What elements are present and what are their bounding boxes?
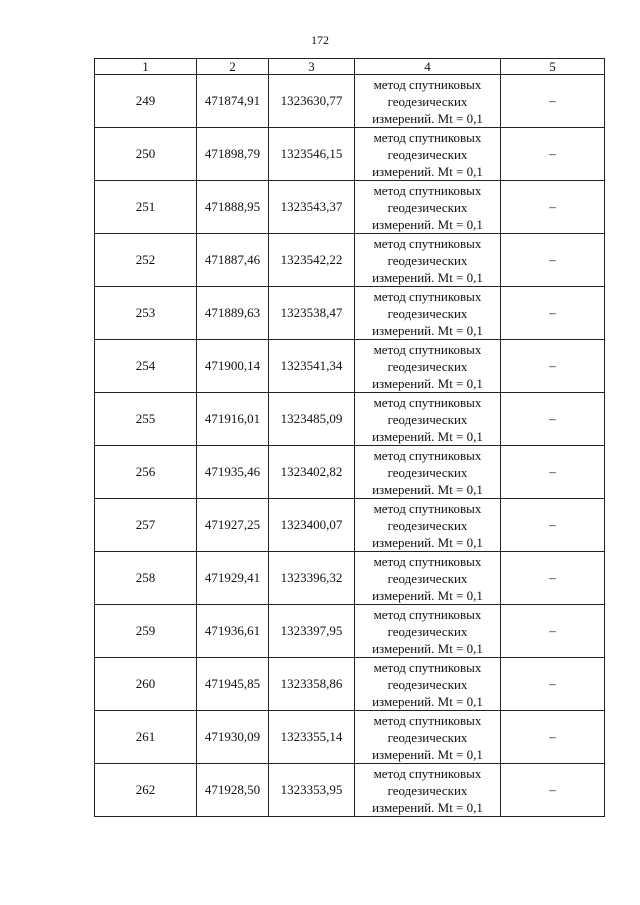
method-line: геодезических — [387, 570, 468, 586]
x-coordinate-cell: 471889,63 — [197, 287, 269, 340]
y-coordinate-cell: 1323630,77 — [269, 75, 355, 128]
y-coordinate-cell: 1323397,95 — [269, 605, 355, 658]
note-cell: – — [501, 499, 605, 552]
point-number-cell: 249 — [95, 75, 197, 128]
method-line: геодезических — [387, 199, 468, 215]
method-line: измерений. Mt = 0,1 — [372, 746, 483, 762]
x-coordinate-cell: 471874,91 — [197, 75, 269, 128]
x-coordinate-cell: 471928,50 — [197, 764, 269, 817]
y-coordinate-cell: 1323353,95 — [269, 764, 355, 817]
coordinates-table — [94, 58, 605, 817]
y-coordinate-cell: 1323543,37 — [269, 181, 355, 234]
method-line: метод спутниковых — [373, 553, 482, 569]
method-line: геодезических — [387, 676, 468, 692]
point-number-cell: 260 — [95, 658, 197, 711]
method-cell — [355, 181, 501, 234]
method-line: измерений. Mt = 0,1 — [372, 693, 483, 709]
point-number-cell: 261 — [95, 711, 197, 764]
note-cell: – — [501, 340, 605, 393]
point-number-cell: 253 — [95, 287, 197, 340]
method-line: геодезических — [387, 93, 468, 109]
method-line: метод спутниковых — [373, 765, 482, 781]
method-line: метод спутниковых — [373, 76, 482, 92]
method-line: метод спутниковых — [373, 182, 482, 198]
note-cell: – — [501, 287, 605, 340]
table-row — [95, 287, 605, 340]
table-row — [95, 711, 605, 764]
page-number: 172 — [311, 33, 329, 47]
method-cell — [355, 446, 501, 499]
method-line: геодезических — [387, 252, 468, 268]
note-cell: – — [501, 552, 605, 605]
table-row — [95, 446, 605, 499]
header-row — [95, 59, 605, 75]
point-number-cell: 250 — [95, 128, 197, 181]
x-coordinate-cell: 471898,79 — [197, 128, 269, 181]
x-coordinate-cell: 471945,85 — [197, 658, 269, 711]
table-row — [95, 393, 605, 446]
method-line: измерений. Mt = 0,1 — [372, 799, 483, 815]
x-coordinate-cell: 471936,61 — [197, 605, 269, 658]
y-coordinate-cell: 1323355,14 — [269, 711, 355, 764]
method-cell — [355, 287, 501, 340]
y-coordinate-cell: 1323358,86 — [269, 658, 355, 711]
method-line: геодезических — [387, 623, 468, 639]
method-line: метод спутниковых — [373, 341, 482, 357]
method-line: измерений. Mt = 0,1 — [372, 587, 483, 603]
note-cell: – — [501, 181, 605, 234]
method-line: геодезических — [387, 305, 468, 321]
method-line: метод спутниковых — [373, 712, 482, 728]
column-header: 1 — [95, 59, 197, 75]
method-cell — [355, 393, 501, 446]
method-line: метод спутниковых — [373, 447, 482, 463]
table-row — [95, 128, 605, 181]
x-coordinate-cell: 471935,46 — [197, 446, 269, 499]
x-coordinate-cell: 471916,01 — [197, 393, 269, 446]
x-coordinate-cell: 471900,14 — [197, 340, 269, 393]
table-row — [95, 181, 605, 234]
y-coordinate-cell: 1323485,09 — [269, 393, 355, 446]
method-line: измерений. Mt = 0,1 — [372, 640, 483, 656]
point-number-cell: 252 — [95, 234, 197, 287]
method-line: геодезических — [387, 146, 468, 162]
x-coordinate-cell: 471887,46 — [197, 234, 269, 287]
method-cell — [355, 711, 501, 764]
method-line: метод спутниковых — [373, 288, 482, 304]
table-row — [95, 552, 605, 605]
x-coordinate-cell: 471927,25 — [197, 499, 269, 552]
note-cell: – — [501, 711, 605, 764]
method-cell — [355, 340, 501, 393]
point-number-cell: 257 — [95, 499, 197, 552]
method-cell — [355, 499, 501, 552]
y-coordinate-cell: 1323396,32 — [269, 552, 355, 605]
method-line: метод спутниковых — [373, 500, 482, 516]
column-header: 3 — [269, 59, 355, 75]
note-cell: – — [501, 658, 605, 711]
method-line: измерений. Mt = 0,1 — [372, 534, 483, 550]
method-line: геодезических — [387, 358, 468, 374]
table-row — [95, 605, 605, 658]
y-coordinate-cell: 1323541,34 — [269, 340, 355, 393]
note-cell: – — [501, 75, 605, 128]
point-number-cell: 259 — [95, 605, 197, 658]
table-row — [95, 340, 605, 393]
method-line: измерений. Mt = 0,1 — [372, 163, 483, 179]
column-header: 4 — [355, 59, 501, 75]
method-line: измерений. Mt = 0,1 — [372, 481, 483, 497]
note-cell: – — [501, 393, 605, 446]
x-coordinate-cell: 471929,41 — [197, 552, 269, 605]
method-line: геодезических — [387, 517, 468, 533]
x-coordinate-cell: 471888,95 — [197, 181, 269, 234]
x-coordinate-cell: 471930,09 — [197, 711, 269, 764]
method-line: метод спутниковых — [373, 129, 482, 145]
table-row — [95, 234, 605, 287]
note-cell: – — [501, 764, 605, 817]
method-line: геодезических — [387, 782, 468, 798]
method-line: геодезических — [387, 411, 468, 427]
method-line: измерений. Mt = 0,1 — [372, 375, 483, 391]
table-row — [95, 75, 605, 128]
point-number-cell: 262 — [95, 764, 197, 817]
note-cell: – — [501, 234, 605, 287]
y-coordinate-cell: 1323542,22 — [269, 234, 355, 287]
point-number-cell: 258 — [95, 552, 197, 605]
y-coordinate-cell: 1323400,07 — [269, 499, 355, 552]
y-coordinate-cell: 1323546,15 — [269, 128, 355, 181]
table-row — [95, 499, 605, 552]
method-cell — [355, 764, 501, 817]
method-cell — [355, 75, 501, 128]
note-cell: – — [501, 446, 605, 499]
method-line: измерений. Mt = 0,1 — [372, 110, 483, 126]
method-cell — [355, 552, 501, 605]
method-cell — [355, 128, 501, 181]
method-cell — [355, 658, 501, 711]
column-header: 2 — [197, 59, 269, 75]
method-line: измерений. Mt = 0,1 — [372, 216, 483, 232]
method-line: метод спутниковых — [373, 394, 482, 410]
method-cell — [355, 234, 501, 287]
method-line: метод спутниковых — [373, 659, 482, 675]
column-header: 5 — [501, 59, 605, 75]
note-cell: – — [501, 128, 605, 181]
table-row — [95, 658, 605, 711]
y-coordinate-cell: 1323538,47 — [269, 287, 355, 340]
method-line: измерений. Mt = 0,1 — [372, 428, 483, 444]
method-line: геодезических — [387, 464, 468, 480]
method-line: геодезических — [387, 729, 468, 745]
table-row — [95, 764, 605, 817]
point-number-cell: 251 — [95, 181, 197, 234]
method-line: измерений. Mt = 0,1 — [372, 322, 483, 338]
note-cell: – — [501, 605, 605, 658]
method-line: измерений. Mt = 0,1 — [372, 269, 483, 285]
point-number-cell: 254 — [95, 340, 197, 393]
point-number-cell: 255 — [95, 393, 197, 446]
method-cell — [355, 605, 501, 658]
method-line: метод спутниковых — [373, 606, 482, 622]
point-number-cell: 256 — [95, 446, 197, 499]
y-coordinate-cell: 1323402,82 — [269, 446, 355, 499]
method-line: метод спутниковых — [373, 235, 482, 251]
